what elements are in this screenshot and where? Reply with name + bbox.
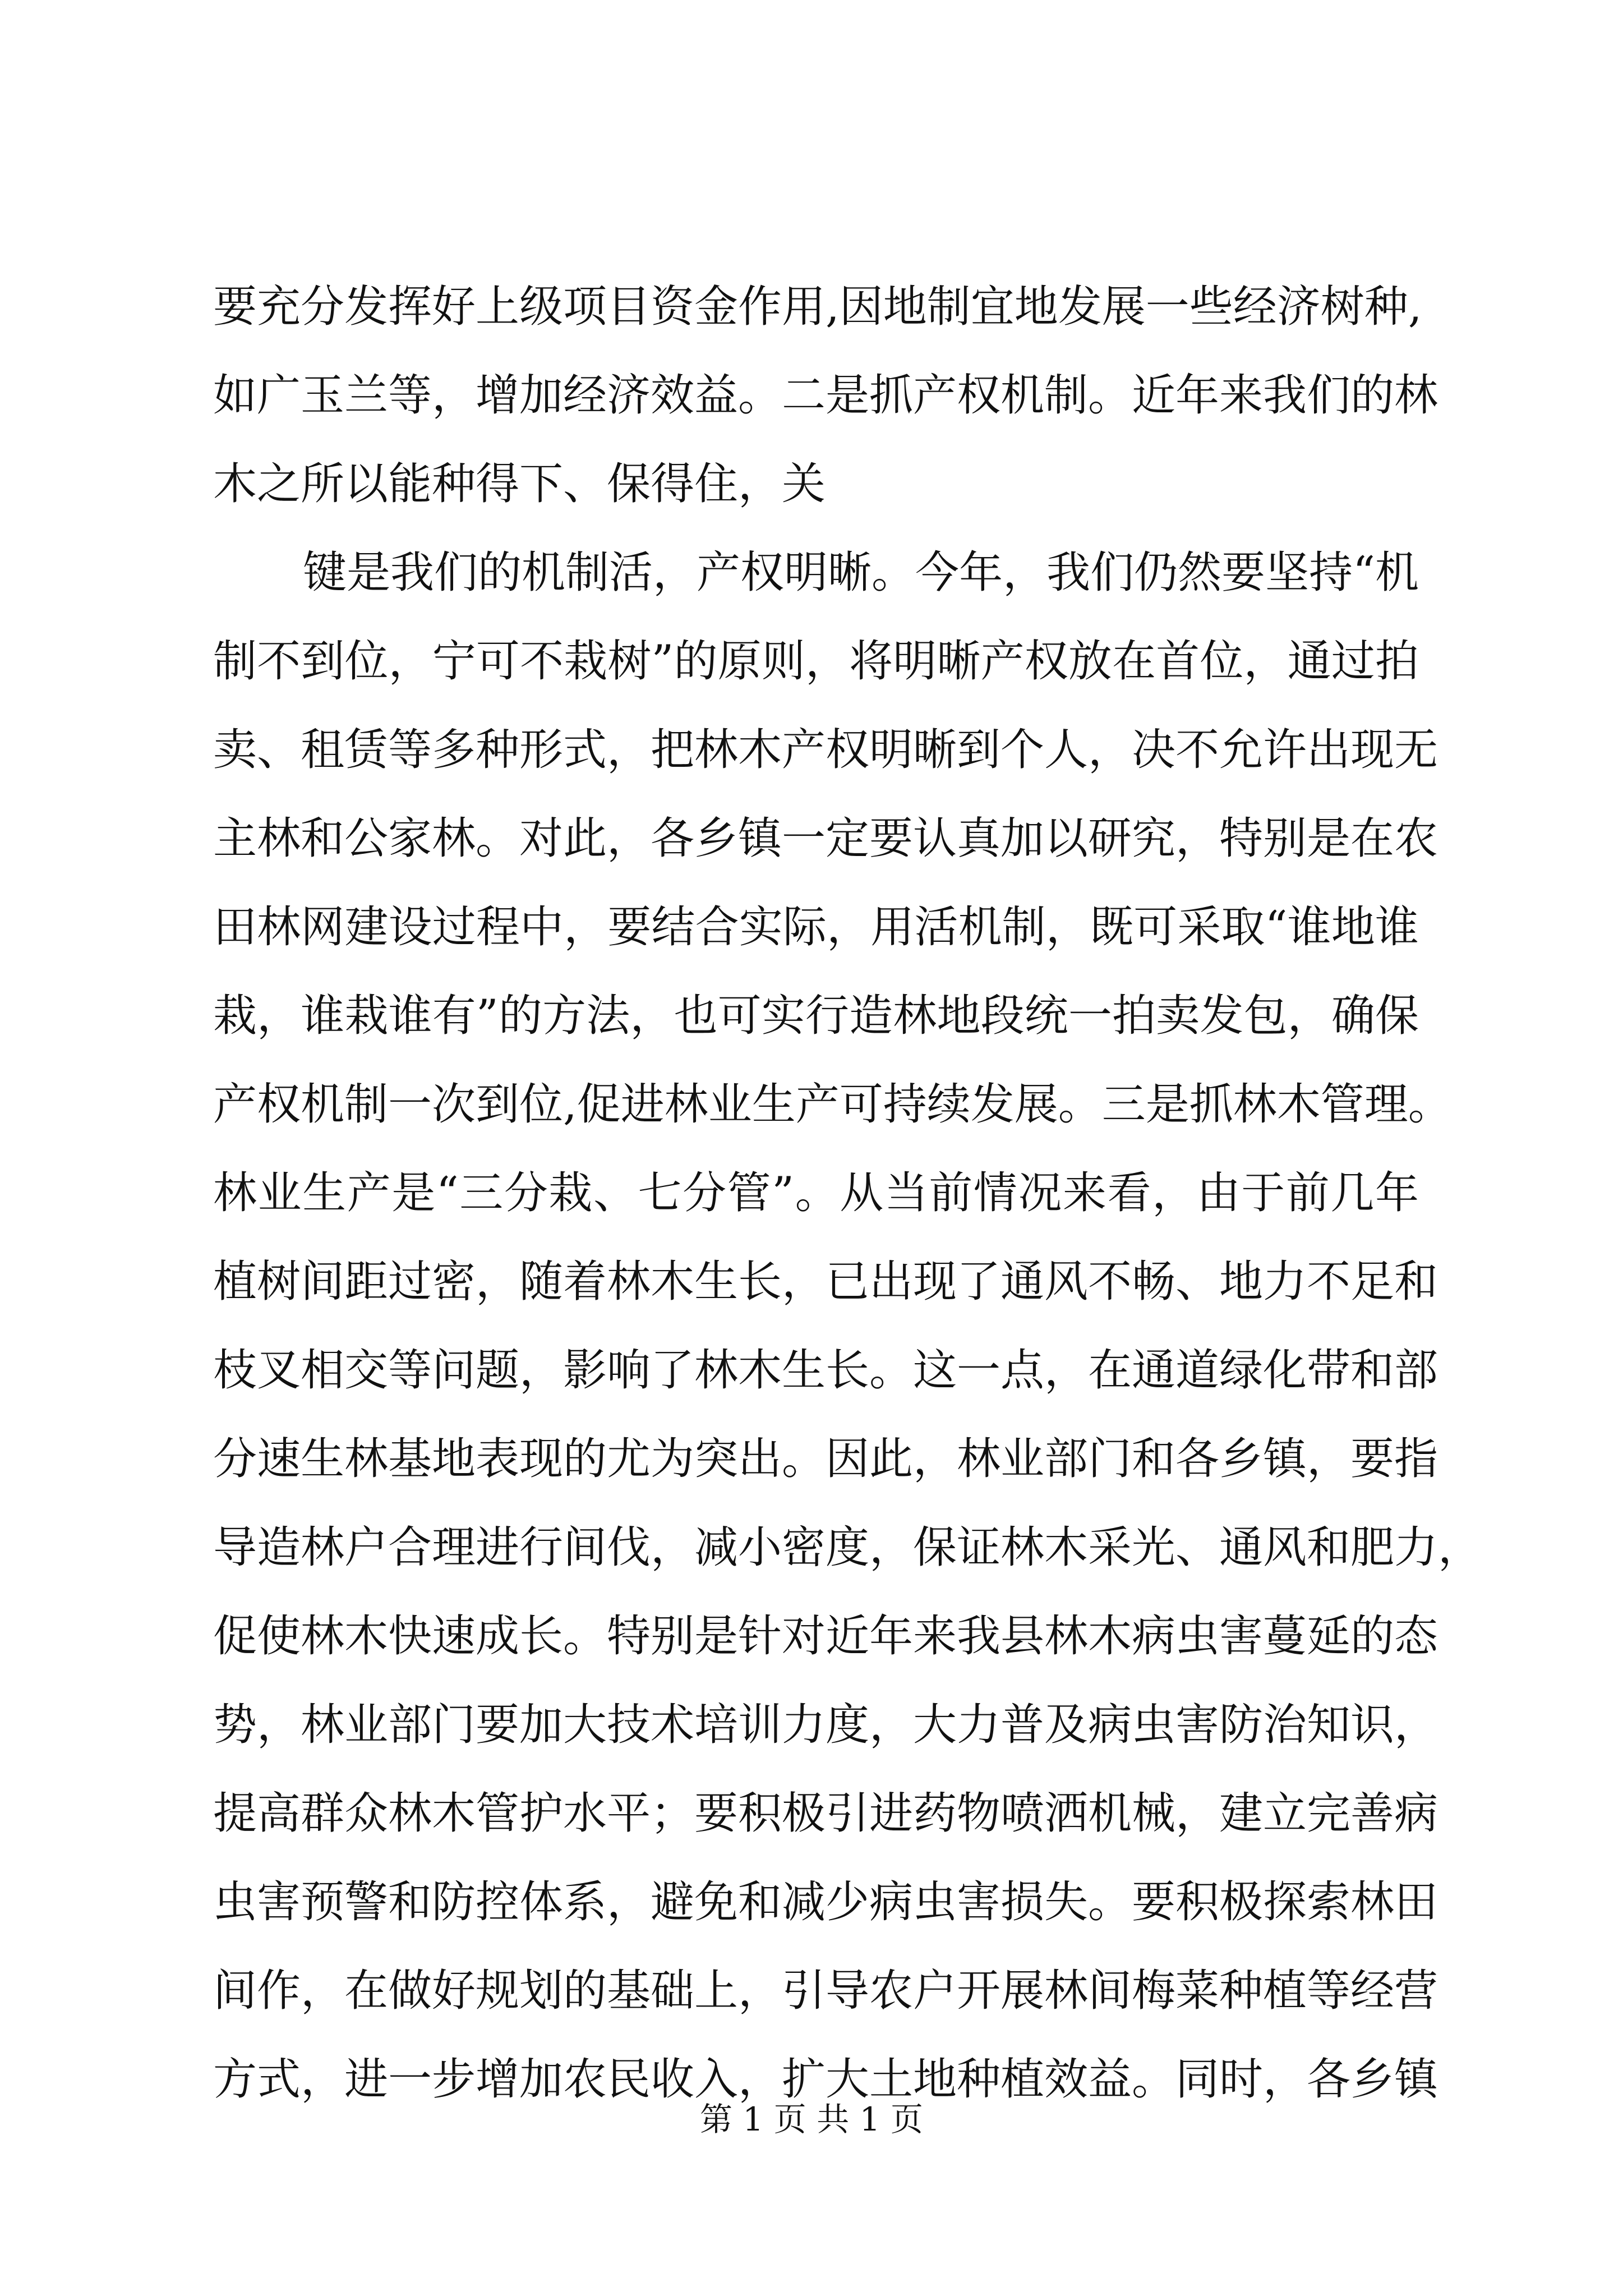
text-line-16: 促使林木快速成长。特别是针对近年来我县林木病虫害蔓延的态 [213,1611,1438,1662]
text-line-2: 如广玉兰等，增加经济效益。二是抓产权机制。近年来我们的林 [213,370,1438,421]
text-line-6: 卖、租赁等多种形式，把林木产权明晰到个人，决不允许出现无 [213,725,1438,775]
text-line-4: 键是我们的机制活，产权明晰。今年，我们仍然要坚持“机 [303,547,1419,598]
text-line-5: 制不到位，宁可不栽树”的原则，将明晰产权放在首位，通过拍 [213,636,1419,687]
page-footer: 第 1 页 共 1 页 [700,2100,923,2138]
text-line-3: 木之所以能种得下、保得住，关 [213,459,826,509]
text-line-15: 导造林户合理进行间伐，减小密度，保证林木采光、通风和肥力， [213,1522,1482,1573]
text-line-1: 要充分发挥好上级项目资金作用,因地制宜地发展一些经济树种, [213,282,1422,332]
body-text [213,263,1482,2124]
text-line-19: 虫害预警和防控体系，避免和减少病虫害损失。要积极探索林田 [213,1877,1438,1927]
text-line-7: 主林和公家林。对此，各乡镇一定要认真加以研究，特别是在农 [213,813,1438,864]
text-line-10: 产权机制一次到位,促进林业生产可持续发展。三是抓林木管理。 [213,1079,1452,1130]
text-line-17: 势，林业部门要加大技术培训力度，大力普及病虫害防治知识， [213,1700,1438,1750]
text-line-13: 枝叉相交等问题，影响了林木生长。这一点，在通道绿化带和部 [213,1345,1438,1396]
text-line-8: 田林网建设过程中，要结合实际，用活机制，既可采取“谁地谁 [213,902,1419,953]
text-line-11: 林业生产是“三分栽、七分管”。从当前情况来看，由于前几年 [213,1168,1419,1218]
text-line-9: 栽，谁栽谁有”的方法，也可实行造林地段统一拍卖发包，确保 [213,991,1419,1041]
text-line-12: 植树间距过密，随着林木生长，已出现了通风不畅、地力不足和 [213,1257,1438,1307]
text-line-14: 分速生林基地表现的尤为突出。因此，林业部门和各乡镇，要指 [213,1434,1438,1484]
text-line-20: 间作，在做好规划的基础上，引导农户开展林间梅菜种植等经营 [213,1966,1438,2016]
text-line-21: 方式，进一步增加农民收入，扩大土地种植效益。同时，各乡镇 [213,2054,1438,2105]
text-line-18: 提高群众林木管护水平；要积极引进药物喷洒机械，建立完善病 [213,1788,1438,1839]
